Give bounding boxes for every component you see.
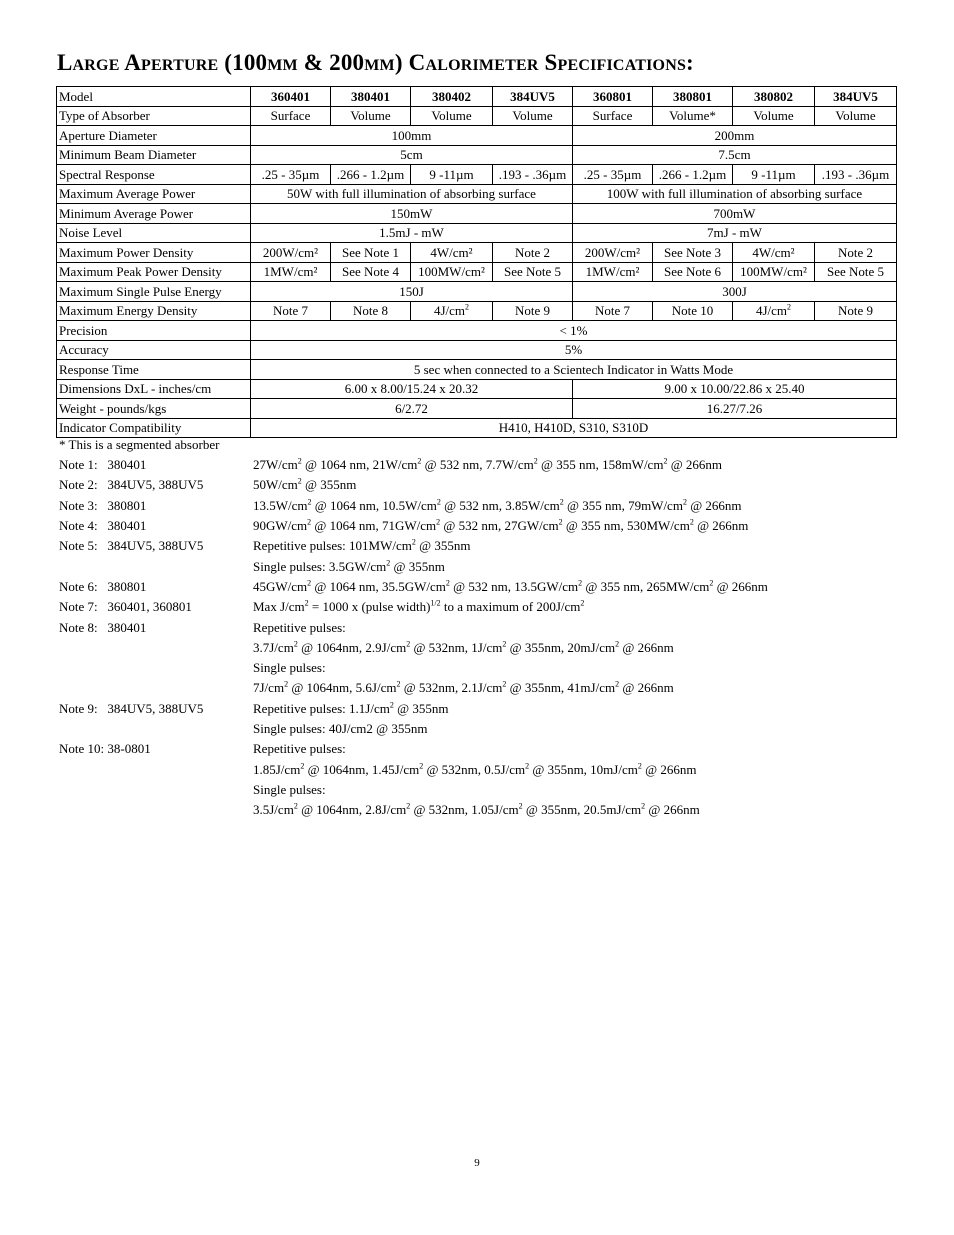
note-text: $27W/cm^2$ @ 1064 nm, $21W/cm^2$ @ 532 nm, $7.7W/cm^2$ @ 355 nm, $158mW/cm^2$ @ 266nm — [253, 456, 723, 473]
note-row — [59, 455, 919, 475]
table-row — [57, 165, 897, 185]
note-row — [59, 475, 919, 495]
table-cell: Volume — [815, 106, 897, 126]
table-row — [57, 418, 897, 438]
table-row — [57, 204, 897, 224]
table-cell: 50W with full illumination of absorbing surface — [251, 184, 573, 204]
row-label: Maximum Energy Density — [57, 301, 251, 321]
table-cell: 5% — [251, 340, 897, 360]
row-label: Noise Level — [57, 223, 251, 243]
table-cell: $4J/cm^2$ — [411, 301, 493, 321]
table-cell: 4W/cm² — [411, 243, 493, 263]
note-label: Note 6: 380801 — [59, 578, 147, 594]
note-row — [59, 638, 919, 658]
table-cell: 7.5cm — [573, 145, 897, 165]
note-label: Note 3: 380801 — [59, 497, 147, 513]
table-cell: 200W/cm² — [573, 243, 653, 263]
row-label: Precision — [57, 321, 251, 341]
table-cell: 9 -11µm — [411, 165, 493, 185]
table-row — [57, 262, 897, 282]
note-row — [59, 699, 919, 719]
table-cell: .25 - 35µm — [573, 165, 653, 185]
table-cell: Note 10 — [653, 301, 733, 321]
table-cell: 1.5mJ - mW — [251, 223, 573, 243]
table-cell: See Note 5 — [815, 262, 897, 282]
row-label: Weight - pounds/kgs — [57, 399, 251, 419]
table-cell: Volume — [493, 106, 573, 126]
note-text: Repetitive pulses: $101MW/cm^2$ @ 355nm — [253, 538, 471, 554]
table-cell: See Note 3 — [653, 243, 733, 263]
specifications-table-body — [57, 87, 897, 438]
model-header-cell: 380402 — [411, 87, 493, 107]
note-text: Repetitive pulses: — [253, 741, 346, 757]
table-cell: Note 7 — [573, 301, 653, 321]
note-text: Single pulses: — [253, 660, 326, 676]
table-cell: 6/2.72 — [251, 399, 573, 419]
row-label: Dimensions DxL - inches/cm — [57, 379, 251, 399]
note-text: Max $J/cm^2 = 1000$ x (pulse width)$^{1/2}$ to a maximum of $200J/cm^2$ — [253, 598, 585, 615]
note-row — [59, 759, 919, 779]
model-header-cell: 384UV5 — [815, 87, 897, 107]
note-text: Repetitive pulses: — [253, 619, 346, 635]
row-label: Indicator Compatibility — [57, 418, 251, 438]
table-row — [57, 145, 897, 165]
note-row — [59, 739, 919, 759]
table-cell: Note 2 — [815, 243, 897, 263]
table-cell: $4J/cm^2$ — [733, 301, 815, 321]
table-row — [57, 223, 897, 243]
row-label: Maximum Single Pulse Energy — [57, 282, 251, 302]
note-label: Note 10: 38-0801 — [59, 741, 151, 757]
table-cell: Note 8 — [331, 301, 411, 321]
table-row — [57, 360, 897, 380]
table-row — [57, 379, 897, 399]
table-cell: 16.27/7.26 — [573, 399, 897, 419]
table-row — [57, 87, 897, 107]
note-text: Single pulses: 40J/cm2 @ 355nm — [253, 721, 428, 736]
model-header-cell: 360401 — [251, 87, 331, 107]
model-header-cell: 360801 — [573, 87, 653, 107]
note-text: $1.85J/cm^2$ @ 1064nm, $1.45J/cm^2$ @ 532nm, $0.5J/cm^2$ @ 355nm, $10mJ/cm^2$ @ 266nm — [253, 761, 697, 777]
note-text: $90GW/cm^2$ @ 1064 nm, $71GW/cm^2$ @ 532 nm, $27GW/cm^2$ @ 355 nm, $530MW/cm^2$ @ 266nm — [253, 517, 749, 534]
row-label: Maximum Average Power — [57, 184, 251, 204]
table-cell: 6.00 x 8.00/15.24 x 20.32 — [251, 379, 573, 399]
row-label: Type of Absorber — [57, 106, 251, 126]
model-header-cell: 380802 — [733, 87, 815, 107]
note-row — [59, 780, 919, 800]
row-label: Maximum Power Density — [57, 243, 251, 263]
table-cell: 200W/cm² — [251, 243, 331, 263]
note-row — [59, 597, 919, 617]
table-cell: 300J — [573, 282, 897, 302]
note-row — [59, 658, 919, 678]
table-cell: 5cm — [251, 145, 573, 165]
note-row — [59, 678, 919, 698]
note-text: Single pulses: $3.5GW/cm^2$ @ 355nm — [253, 558, 445, 574]
table-cell: See Note 1 — [331, 243, 411, 263]
table-row — [57, 340, 897, 360]
note-text: $45GW/cm^2$ @ 1064 nm, $35.5GW/cm^2$ @ 532 nm, $13.5GW/cm^2$ @ 355 nm, $265MW/cm^2$ @ 266nm — [253, 578, 768, 594]
table-row — [57, 184, 897, 204]
note-label: Note 2: 384UV5, 388UV5 — [59, 477, 204, 493]
note-row — [59, 800, 919, 820]
row-label: Minimum Beam Diameter — [57, 145, 251, 165]
row-label: Minimum Average Power — [57, 204, 251, 224]
table-cell: See Note 6 — [653, 262, 733, 282]
table-cell: 4W/cm² — [733, 243, 815, 263]
table-cell: Note 9 — [815, 301, 897, 321]
table-cell: 9 -11µm — [733, 165, 815, 185]
note-text: $3.7J/cm^2$ @ 1064nm, $2.9J/cm^2$ @ 532nm, $1J/cm^2$ @ 355nm, $20mJ/cm^2$ @ 266nm — [253, 639, 674, 655]
note-label: Note 5: 384UV5, 388UV5 — [59, 538, 204, 554]
table-cell: 5 sec when connected to a Scientech Indicator in Watts Mode — [251, 360, 897, 380]
table-cell: Surface — [251, 106, 331, 126]
table-cell: Volume — [733, 106, 815, 126]
table-cell: 9.00 x 10.00/22.86 x 25.40 — [573, 379, 897, 399]
table-row — [57, 399, 897, 419]
table-cell: 700mW — [573, 204, 897, 224]
table-cell: 200mm — [573, 126, 897, 146]
table-cell: Volume — [331, 106, 411, 126]
specifications-table — [56, 86, 897, 438]
row-label: Spectral Response — [57, 165, 251, 185]
table-cell: < 1% — [251, 321, 897, 341]
note-label: Note 8: 380401 — [59, 619, 147, 635]
table-cell: Note 2 — [493, 243, 573, 263]
table-cell: See Note 4 — [331, 262, 411, 282]
note-text: Single pulses: — [253, 781, 326, 797]
row-label: Response Time — [57, 360, 251, 380]
table-cell: Volume* — [653, 106, 733, 126]
note-text: $7J/cm^2$ @ 1064nm, $5.6J/cm^2$ @ 532nm, $2.1J/cm^2$ @ 355nm, $41mJ/cm^2$ @ 266nm — [253, 680, 674, 696]
note-label: Note 1: 380401 — [59, 457, 147, 473]
note-row — [59, 719, 919, 739]
table-row — [57, 243, 897, 263]
table-cell: .193 - .36µm — [493, 165, 573, 185]
note-row — [59, 617, 919, 637]
table-cell: .266 - 1.2µm — [653, 165, 733, 185]
table-cell: .25 - 35µm — [251, 165, 331, 185]
table-cell: H410, H410D, S310, S310D — [251, 418, 897, 438]
segmented-absorber-footnote: * This is a segmented absorber — [59, 437, 220, 452]
model-header-cell: 380801 — [653, 87, 733, 107]
table-cell: Note 7 — [251, 301, 331, 321]
table-row — [57, 106, 897, 126]
row-label: Model — [57, 87, 251, 107]
row-label: Maximum Peak Power Density — [57, 262, 251, 282]
table-cell: 150J — [251, 282, 573, 302]
table-cell: Note 9 — [493, 301, 573, 321]
note-row — [59, 516, 919, 536]
table-cell: Volume — [411, 106, 493, 126]
note-text: Repetitive pulses: $1.1J/cm^2$ @ 355nm — [253, 700, 449, 716]
note-text: $13.5W/cm^2$ @ 1064 nm, $10.5W/cm^2$ @ 532 nm, $3.85W/cm^2$ @ 355 nm, $79mW/cm^2$ @ 266nm — [253, 497, 742, 513]
table-cell: 1MW/cm² — [573, 262, 653, 282]
note-row — [59, 536, 919, 556]
model-header-cell: 384UV5 — [493, 87, 573, 107]
table-cell: 100MW/cm² — [733, 262, 815, 282]
table-cell: 1MW/cm² — [251, 262, 331, 282]
table-cell: Surface — [573, 106, 653, 126]
table-cell: 100mm — [251, 126, 573, 146]
note-text: $50W/cm^2$ @ 355nm — [253, 477, 357, 493]
page-number: 9 — [474, 1157, 480, 1169]
note-label: Note 7: 360401, 360801 — [59, 599, 192, 615]
note-label: Note 9: 384UV5, 388UV5 — [59, 700, 204, 716]
row-label: Accuracy — [57, 340, 251, 360]
note-text: $3.5J/cm^2$ @ 1064nm, $2.8J/cm^2$ @ 532nm, $1.05J/cm^2$ @ 355nm, $20.5mJ/cm^2$ @ 266nm — [253, 801, 700, 818]
table-row — [57, 282, 897, 302]
table-cell: .193 - .36µm — [815, 165, 897, 185]
table-row — [57, 126, 897, 146]
table-cell: .266 - 1.2µm — [331, 165, 411, 185]
notes-list — [59, 455, 919, 820]
note-row — [59, 556, 919, 576]
model-header-cell: 380401 — [331, 87, 411, 107]
table-row — [57, 301, 897, 321]
table-cell: 150mW — [251, 204, 573, 224]
table-cell: 100MW/cm² — [411, 262, 493, 282]
table-cell: 7mJ - mW — [573, 223, 897, 243]
note-row — [59, 496, 919, 516]
note-row — [59, 577, 919, 597]
table-row — [57, 321, 897, 341]
table-cell: See Note 5 — [493, 262, 573, 282]
table-cell: 100W with full illumination of absorbing surface — [573, 184, 897, 204]
page-title: Large Aperture (100mm & 200mm) Calorimeter Specifications: — [57, 50, 694, 75]
note-label: Note 4: 380401 — [59, 518, 147, 534]
row-label: Aperture Diameter — [57, 126, 251, 146]
